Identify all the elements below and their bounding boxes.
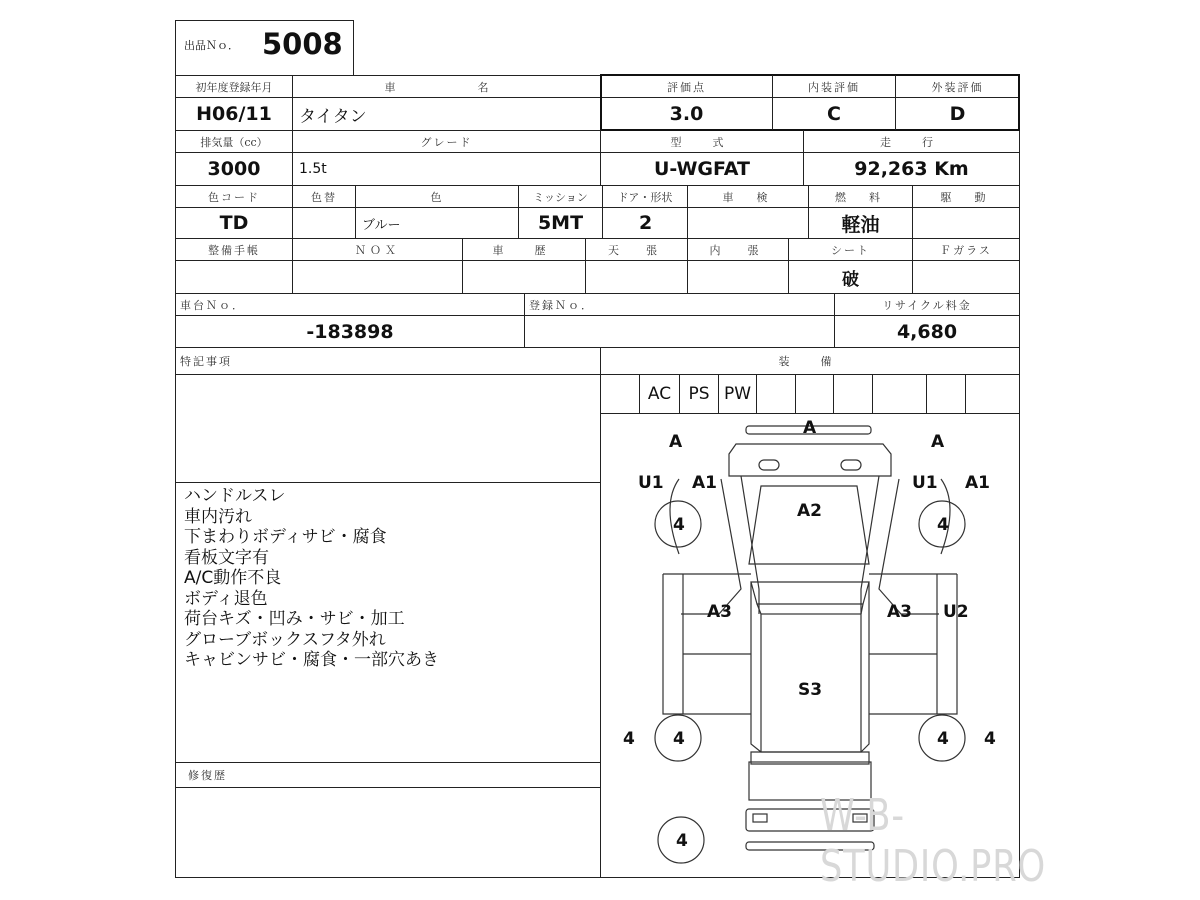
seat-label: シート [831, 243, 870, 257]
grade-label: グレード [420, 135, 473, 149]
mileage-label: 走 行 [880, 135, 943, 149]
inspection-label: 車 検 [722, 190, 774, 204]
repaint-value [293, 208, 355, 238]
chassis-value: -183898 [306, 320, 394, 343]
note-line: 下まわりボディサビ・腐食 [184, 527, 387, 547]
nox-label: ＮＯＸ [355, 243, 400, 257]
damage-mark-front-center: A [803, 418, 817, 438]
damage-mark-bed: S3 [798, 680, 823, 700]
equipment-label: 装 備 [778, 355, 842, 368]
mileage-value: 92,263 Km [854, 158, 969, 180]
damage-mark-front-right: A [931, 432, 945, 452]
history-label: 車 歴 [492, 243, 556, 257]
lot-number-box [175, 20, 354, 76]
note-line: 荷台キズ・凹み・サビ・加工 [184, 609, 405, 629]
reg-no-label: 登録Ｎｏ． [529, 298, 594, 312]
note-line: 車内汚れ [184, 506, 252, 527]
inspection-value [688, 208, 808, 238]
score-value: 3.0 [669, 103, 704, 125]
interior-label: 内装評価 [808, 80, 860, 94]
note-line: A/C動作不良 [184, 568, 282, 588]
inner-panel-label: 内 張 [709, 243, 767, 257]
ceiling-label: 天 張 [608, 243, 665, 257]
lot-label: 出品Ｎｏ． [184, 39, 239, 52]
reg-no-value [525, 316, 834, 347]
mission-value: 5MT [537, 212, 584, 234]
chassis-label: 車台Ｎｏ． [180, 298, 245, 312]
door-value: 2 [639, 212, 653, 234]
recycle-value: 4,680 [896, 320, 958, 343]
note-line: グローブボックスフタ外れ [184, 629, 386, 650]
tire-front-right: 4 [937, 515, 949, 535]
mission-label: ミッション [533, 190, 588, 204]
damage-mark-a1-left: A1 [692, 473, 717, 493]
damage-mark-a3-right: A3 [887, 602, 912, 622]
fuel-label: 燃 料 [835, 190, 886, 204]
tire-rear-right: 4 [937, 729, 949, 749]
damage-mark-u2-right: U2 [943, 602, 969, 622]
drive-label: 駆 動 [940, 190, 992, 204]
tire-front-left: 4 [673, 515, 685, 535]
car-name-label: 車 名 [384, 80, 509, 94]
car-name-value: タイタン [299, 106, 367, 127]
note-line: ハンドルスレ [184, 486, 286, 506]
model-label: 型 式 [670, 135, 734, 149]
score-label: 評価点 [667, 80, 706, 94]
equipment-ac: AC [647, 384, 672, 404]
reg-date-value: H06/11 [196, 103, 272, 125]
note-line: 看板文字有 [184, 547, 269, 568]
damage-mark-u1-left: U1 [638, 473, 664, 493]
fuel-value: 軽油 [841, 213, 880, 236]
grade-value: 1.5t [299, 161, 327, 177]
displacement-label: 排気量（cc） [200, 135, 268, 149]
tire-rear-left: 4 [673, 729, 685, 749]
maintenance-book-label: 整備手帳 [208, 243, 260, 257]
note-line: キャビンサビ・腐食・一部穴あき [184, 650, 439, 670]
color-code-label: 色コード [208, 190, 260, 204]
damage-mark-u1-right: U1 [912, 473, 938, 493]
repaint-label: 色替 [311, 190, 337, 204]
repair-history-label: 修復歴 [188, 769, 227, 782]
exterior-label: 外装評価 [931, 80, 984, 94]
damage-mark-a1-right: A1 [965, 473, 990, 493]
notes-label: 特記事項 [180, 355, 232, 368]
equipment-pw: PW [723, 384, 752, 404]
door-label: ドア・形状 [617, 190, 673, 204]
damage-mark-a3-left: A3 [707, 602, 732, 622]
drive-value [913, 208, 1019, 238]
reg-date-label: 初年度登録年月 [195, 80, 273, 94]
front-glass-label: Ｆガラス [940, 243, 992, 257]
model-value: U-WGFAT [653, 158, 750, 180]
exterior-value: D [949, 103, 966, 125]
lot-number: 5008 [262, 27, 343, 61]
color-value: ブルー [362, 217, 401, 233]
tire-spare: 4 [676, 831, 688, 851]
equipment-ps: PS [688, 384, 710, 404]
notes-list [184, 486, 596, 671]
note-line: ボディ退色 [184, 588, 268, 609]
displacement-value: 3000 [207, 158, 261, 180]
watermark: W-B-STUDIO.PRO [820, 790, 1046, 892]
interior-value: C [827, 103, 841, 125]
seat-value: 破 [842, 269, 859, 290]
color-code-value: TD [219, 212, 249, 234]
color-label: 色 [430, 190, 444, 204]
tread-rear-right-outer: 4 [984, 729, 996, 749]
tread-rear-left-outer: 4 [623, 729, 635, 749]
recycle-label: リサイクル料金 [882, 298, 972, 312]
damage-mark-roof: A2 [797, 501, 822, 521]
damage-mark-front-left: A [669, 432, 683, 452]
